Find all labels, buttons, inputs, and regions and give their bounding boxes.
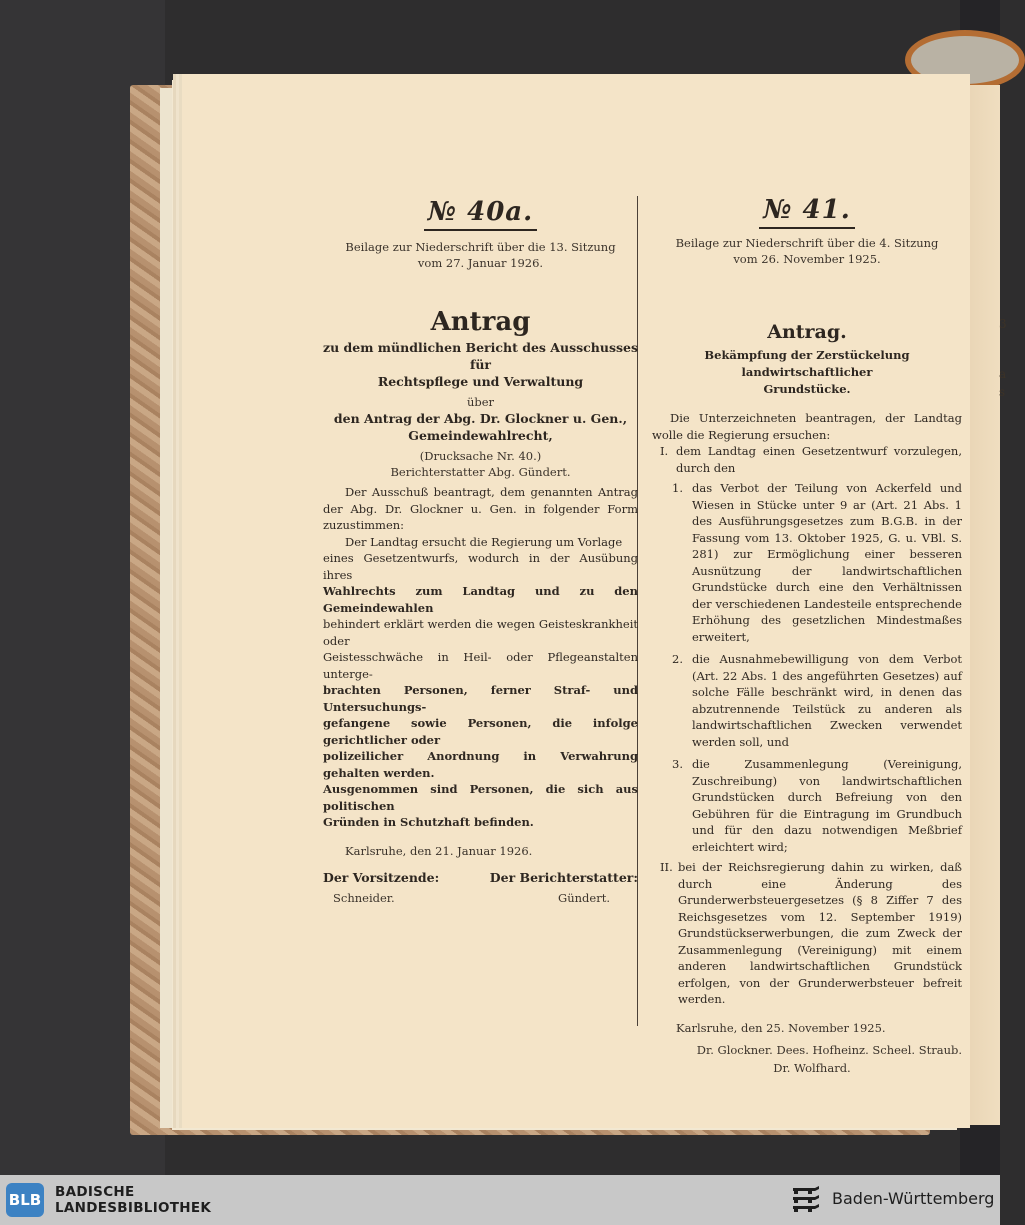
list-item: 2. die Ausnahmebewilligung von dem Verbot (Art. 22 Abs. 1 des angeführten Gesetzes) auf solche Fälle beschränkt wird, in denen das abzutrennende Teilstück zu anderen als landwirtschaftlichen Zwecken verwendet werden soll, und xyxy=(672,652,962,749)
drucksache-ref: (Drucksache Nr. 40.) xyxy=(419,449,542,463)
blb-logo-icon[interactable]: BLB xyxy=(6,1183,44,1217)
intro-paragraph: Die Unterzeichneten beantragen, der Landtag wolle die Regierung ersuchen: xyxy=(652,411,962,442)
right-column xyxy=(652,195,962,1076)
footer-bar xyxy=(0,1175,1000,1225)
signature-block xyxy=(323,869,638,906)
document-title: Antrag xyxy=(430,307,531,337)
signature-right: Der Berichterstatter: Gündert. xyxy=(489,869,638,905)
supplement-note: Beilage zur Niederschrift über die 4. Sitzung vom 26. November 1925. xyxy=(675,236,939,266)
paragraph: Der Ausschuß beantragt, dem genannten Antrag der Abg. Dr. Glockner u. Gen. in folgender Form zuzustimmen: xyxy=(323,485,638,532)
resolution-text: Der Landtag ersucht die Regierung um Vorlage eines Gesetzentwurfs, wodurch in der Ausübung ihres Wahlrechts zum Landtag und zu den Gemeindewahlen behindert erklärt werden die wegen Geisteskrankheit oder Geistesschwäche in Heil- oder Pflegeanstalten unterge- brachten Personen, ferner Straf- und Untersuchungs- gefangene sowie Personen, die infolge gerichtlicher oder polizeilicher Anordnung in Verwahrung gehalten werden. Ausgenommen sind Personen, die sich aus politischen Gründen in Schutzhaft befinden. xyxy=(323,534,638,829)
document-title: Antrag. xyxy=(767,321,847,343)
lions-coat-of-arms-icon xyxy=(790,1184,822,1216)
document-number: № 40a. xyxy=(323,197,638,227)
list-item: 1. das Verbot der Teilung von Ackerfeld und Wiesen in Stücke unter 9 ar (Art. 21 Abs. 1 des Ausführungsgesetzes zum B.G.B. in der Fassung vom 13. Oktober 1925, G. u. VBl. S. 281) zur Ermöglichung einer besseren Ausnützung der landwirtschaftlichen Grundstücke durch eine den Verhältnissen der verschiedenen Landesteile entsprechende Erhöhung des gesetzlichen Mindestmaßes erweitert, xyxy=(672,481,962,644)
date-line: Karlsruhe, den 21. Januar 1926. xyxy=(345,843,533,858)
document-subtitle: zu dem mündlichen Bericht des Ausschusses für Rechtspflege und Verwaltung xyxy=(323,340,639,389)
signers: Dr. Glockner. Dees. Hofheinz. Scheel. Straub. xyxy=(696,1042,962,1057)
list-item: II. bei der Reichsregierung dahin zu wirken, daß durch eine Änderung des Grunderwerbsteuergesetzes (§ 8 Ziffer 7 des Reichsgesetzes vom 12. September 1919) Grundstückserwerbungen, die zum Zweck der Zusammenlegung (Vereinigung) mit einem anderen landwirtschaftlichen Grundstück erfolgen, von der Grunderwerbsteuer befreit werden. xyxy=(660,860,962,1006)
berichterstatter-line: Berichterstatter Abg. Gündert. xyxy=(390,465,571,479)
left-column xyxy=(323,197,638,906)
document-subtitle: Bekämpfung der Zerstückelung landwirtschaftlicher Grundstücke. xyxy=(704,348,910,396)
state-name[interactable]: Baden-Württemberg xyxy=(832,1189,995,1208)
edge-mark: 3 xyxy=(999,317,1007,331)
supplement-note: Beilage zur Niederschrift über die 13. Sitzung vom 27. Januar 1926. xyxy=(345,240,616,270)
signature-left: Der Vorsitzende: Schneider. xyxy=(323,869,440,905)
edge-mark: a xyxy=(999,367,1007,381)
list-item: I. dem Landtag einen Gesetzentwurf vorzulegen, durch den xyxy=(660,444,962,475)
ueber-label: über xyxy=(466,395,495,409)
edge-mark: s xyxy=(999,385,1006,399)
list-item: 3. die Zusammenlegung (Vereinigung, Zuschreibung) von landwirtschaftlichen Grundstücken durch Befreiung von den Gebühren für die Eintragung im Grundbuch und für den dazu notwendigen Meßbrief erleichtert wird; xyxy=(672,757,962,854)
document-subject: den Antrag der Abg. Dr. Glockner u. Gen., Gemeindewahlrecht, xyxy=(333,411,628,443)
document-number: № 41. xyxy=(652,195,962,225)
library-name[interactable]: BADISCHE LANDESBIBLIOTHEK xyxy=(55,1184,212,1216)
signers: Dr. Wolfhard. xyxy=(773,1060,851,1075)
date-line: Karlsruhe, den 25. November 1925. xyxy=(676,1020,886,1035)
